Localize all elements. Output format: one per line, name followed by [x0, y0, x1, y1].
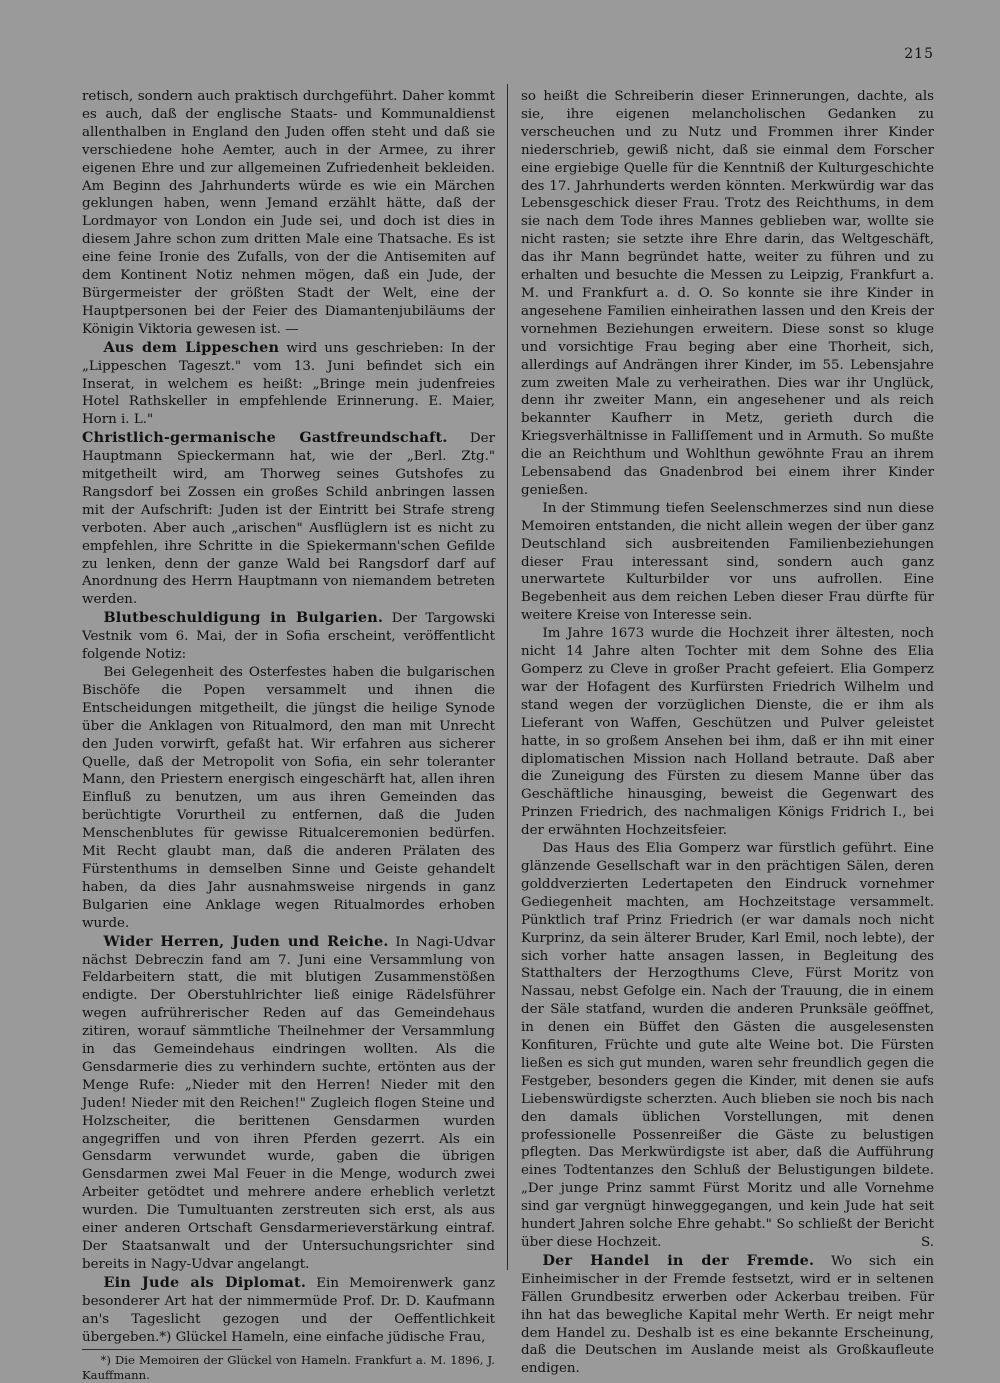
right-column	[521, 88, 934, 1378]
page-number: 215	[904, 46, 934, 62]
memoir-paragraph-1: so heißt die Schreiberin dieser Erinnerungen, dachte, als sie, ihre eigenen melancholischen Gedanken zu verscheuchen und zu Nutz und Frommen ihrer Kinder niederschrieb, gewiß nicht, daß sie einmal dem Forscher eine ergiebige Quelle für die Kenntniß der Kulturgeschichte des 17. Jahrhunderts werden könnten. Merkwürdig war das Lebensgeschick dieser Frau. Trotz des Reichthums, in dem sie nach dem Tode ihres Mannes geblieben war, wollte sie nicht rasten; sie setzte ihre Ehre darin, das Weltgeschäft, das ihr Mann begründet hatte, weiter zu führen und zu erhalten und besuchte die Messen zu Leipzig, Frankfurt a. M. und Frankfurt a. d. O. So konnte sie ihre Kinder in angesehene Familien einheirathen lassen und den Kreis der vornehmen Beziehungen erweitern. Diese sonst so kluge und vorsichtige Frau beging aber eine Thorheit, sich, allerdings auf Andrängen ihrer Kinder, im 55. Lebensjahre zum zweiten Male zu verheirathen. Dies war ihr Unglück, denn ihr zweiter Mann, ein angesehener und als reich bekannter Kaufherr in Metz, gerieth durch die Kriegsverhältnisse in Falliſſement und in Armuth. So mußte die an Reichthum und Wohlthun gewöhnte Frau an ihrem Lebensabend das Gnadenbrod bei einem ihrer Kinder genießen.	[521, 89, 934, 498]
blutbeschuldigung-heading: Blutbeschuldigung in Bulgarien.	[103, 609, 384, 627]
handel-heading: Der Handel in der Fremde.	[542, 1251, 815, 1269]
memoir-paragraph-2: In der Stimmung tiefen Seelenschmerzes sind nun diese Memoiren entstanden, die nicht allein wegen der über ganz Deutschland sich ausbreitenden Familienbeziehungen dieser Frau interessant sind, sondern auch ganz unerwartete Kulturbilder vor uns aufrollen. Eine Begebenheit aus dem reichen Leben dieser Frau dürfte für weitere Kreise von Interesse sein.	[521, 500, 934, 624]
wider-herren-article	[82, 933, 495, 1274]
lippe-article	[82, 339, 495, 430]
gastfreundschaft-article	[82, 429, 495, 609]
footnote-text: *) Die Memoiren der Glückel von Hameln. Frankfurt a. M. 1896, J. Kauffmann.	[82, 1353, 495, 1383]
footnote	[82, 1353, 495, 1383]
column-divider	[507, 84, 508, 1270]
blutbeschuldigung-article	[82, 609, 495, 664]
memoir-paragraph-3: Im Jahre 1673 wurde die Hochzeit ihrer ältesten, noch nicht 14 Jahre alten Tochter mit dem Sohne des Elia Gomperz zu Cleve in großer Pracht gefeiert. Elia Gomperz war der Hofagent des Kurfürsten Friedrich Wilhelm und stand wegen der vorzüglichen Dienste, die er ihm als Lieferant von Waffen, Geschützen und Pulver geleistet hatte, in so großem Ansehen bei ihm, daß er ihn mit einer diplomatischen Mission nach Holland betraute. Daß aber die Zuneigung des Fürsten zu diesem Manne über das Geschäftliche hinausging, beweist die Gegenwart des Prinzen Friedrich, des nachmaligen Königs Fridrich I., bei der erwähnten Hochzeitsfeier.	[521, 626, 934, 839]
article-ending-paragraph: retisch, sondern auch praktisch durchgeführt. Daher kommt es auch, daß der englische Staats- und Kommunaldienst allenthalben in England den Juden offen steht und daß sie verschiedene hohe Aemter, auch in der Armee, zu ihrer eigenen Ehre und zur allgemeinen Zufriedenheit bekleiden. Am Beginn des Jahrhunderts würde es wie ein Märchen geklungen haben, wenn Jemand erzählt hätte, daß der Lordmayor von London ein Jude sei, und doch ist dies in diesem Jahre schon zum dritten Male eine Thatsache. Es ist eine feine Ironie des Zufalls, von der die Antisemiten auf dem Kontinent Notiz nehmen mögen, daß ein Jude, der Bürgermeister der größten Stadt der Welt, eine der Hauptpersonen bei der Feier des Diamantenjubiläums der Königin Viktoria gewesen ist. —	[82, 89, 495, 337]
diplomat-text: Ein Memoirenwerk ganz besonderer Art hat der nimmermüde Prof. Dr. D. Kaufmann an's Tageslicht gezogen und der Oeffentlichkeit übergeben.*) Glückel Hameln, eine einfache jüdische Frau,	[82, 1275, 495, 1345]
wider-herren-heading: Wider Herren, Juden und Reiche.	[103, 932, 389, 950]
handel-text: Wo sich ein Einheimischer in der Fremde festsetzt, wird er in seltenen Fällen Grundbesitz erwerben oder Ackerbau treiben. Für ihn hat das bewegliche Kapital mehr Werth. Er neigt mehr dem Handel zu. Deshalb ist es eine bekannte Erscheinung, daß die Deutschen im Auslande meist als Großkaufleute endigen.	[521, 1253, 934, 1377]
handel-article	[521, 1252, 934, 1378]
gastfreundschaft-text: Der Hauptmann Spieckermann hat, wie der „Berl. Ztg." mitgetheilt wird, am Thorweg seines Gutshofes zu Rangsdorf bei Zossen ein großes Schild anbringen lassen mit der Aufschrift: Juden ist der Eintritt bei Strafe streng verboten. Aber auch „arischen" Ausflüglern ist es nicht zu empfehlen, ihre Schritte in die Spiekermann'schen Gefilde zu lenken, denn der ganze Wald bei Rangsdorf darf auf Anordnung des Herrn Hauptmann von niemandem betreten werden.	[82, 431, 495, 608]
memoir-paragraph-4-text: Das Haus des Elia Gomperz war fürstlich geführt. Eine glänzende Gesellschaft war in den prächtigen Sälen, deren golddverzierten Ledertapeten den Eindruck vornehmer Gediegenheit machten, am Hochzeitstage versammelt. Pünktlich traf Prinz Friedrich (er war damals noch nicht Kurprinz, da sein älterer Bruder, Karl Emil, noch lebte), der sich vorher hatte ansagen lassen, in Begleitung des Statthalters der Herzogthums Cleve, Fürst Moritz von Nassau, nebst Gefolge ein. Nach der Trauung, die in einem der Säle statfand, wurden die anderen Prunksäle geöffnet, in denen ein Büffet den Gästen die ausgelesensten Konfituren, Früchte und gute alte Weine bot. Die Fürsten ließen es sich gut munden, waren sehr freundlich gegen die Festgeber, besonders gegen die Kinder, mit denen sie aufs Liebenswürdigste scherzten. Auch blieben sie noch bis nach den damals üblichen Vorstellungen, mit denen professionelle Possenreißer die Gäste zu belustigen pflegten. Das Merkwürdigste ist aber, daß die Aufführung eines Todtentanzes den Schluß der Belustigungen bildete. „Der junge Prinz sammt Fürst Moritz und alle Vornehme sind gar vergnügt hinweggegangen, und kein Jude hat seit hundert Jahren solche Ehre gehabt." So schließt der Bericht über diese Hochzeit.	[521, 841, 934, 1250]
wider-herren-text: In Nagi-Udvar nächst Debreczin fand am 7. Juni eine Versammlung von Feldarbeitern statt, die mit blutigen Zusammenstößen endigte. Der Oberstuhlrichter ließ einige Rädelsführer wegen aufrührerischer Reden auf das Gemeindehaus zitiren, worauf sämmtliche Theilnehmer der Versammlung in das Gemeindehaus eindringen wollten. Als die Gensdarmerie dies zu verhindern suchte, ertönten aus der Menge Rufe: „Nieder mit den Herren! Nieder mit den Juden! Nieder mit den Reichen!" Zugleich flogen Steine und Holzscheiter, die berittenen Gensdarmen wurden angegriffen und von ihren Pferden gezerrt. Als ein Gensdarm verwundet wurde, gaben die übrigen Gensdarmen zwei Mal Feuer in die Menge, wodurch zwei Arbeiter getödtet und mehrere andere erheblich verletzt wurden. Die Tumultuanten zerstreuten sich erst, als aus einer anderen Ortschaft Gensdarmerieverstärkung eintraf. Der Staatsanwalt und der Untersuchungsrichter sind bereits in Nagy-Udvar angelangt.	[82, 934, 496, 1272]
footnote-divider	[82, 1349, 242, 1350]
lippe-text: wird uns geschrieben: In der „Lippeschen Tageszt." vom 13. Juni befindet sich ein Inserat, in welchem es heißt: „Bringe mein judenfreies Hotel Rathskeller in empfehlende Erinnerung. E. Maier, Horn i. L."	[82, 340, 495, 428]
left-column	[82, 88, 495, 1383]
diplomat-article	[82, 1274, 495, 1347]
gastfreundschaft-heading: Christlich-germanische Gastfreundschaft.	[82, 429, 448, 447]
memoir-paragraph-4	[521, 840, 934, 1252]
lippe-heading: Aus dem Lippeschen	[103, 338, 280, 356]
blutbeschuldigung-quote: Bei Gelegenheit des Osterfestes haben die bulgarischen Bischöfe die Popen versammelt und ihnen die Entscheidungen mitgetheilt, die jüngst die heilige Synode über die Anklagen von Ritualmord, den man mit Unrecht den Juden vorwirft, gefaßt hat. Wir erfahren aus sicherer Quelle, daß der Metropolit von Sofia, ein sehr toleranter Mann, den Priestern energisch eingeschärft hat, allen ihren Einfluß zu benutzen, um aus ihren Gemeinden das berüchtigte Vorurtheil zu entfernen, daß die Juden Menschenblutes für gewisse Ritualceremonien bedürfen. Mit Recht glaubt man, daß die anderen Prälaten des Fürstenthums in demselben Sinne und Geiste gehandelt haben, da dies Jahr ausnahmsweise nirgends in ganz Bulgarien eine Anklage wegen Ritualmordes erhoben wurde.	[82, 665, 495, 931]
blutbeschuldigung-text: Der Targowski Vestnik vom 6. Mai, der in Sofia erscheint, veröffentlicht folgende Notiz:	[82, 611, 495, 663]
author-signature: S.	[921, 1235, 934, 1250]
diplomat-heading: Ein Jude als Diplomat.	[103, 1273, 307, 1291]
